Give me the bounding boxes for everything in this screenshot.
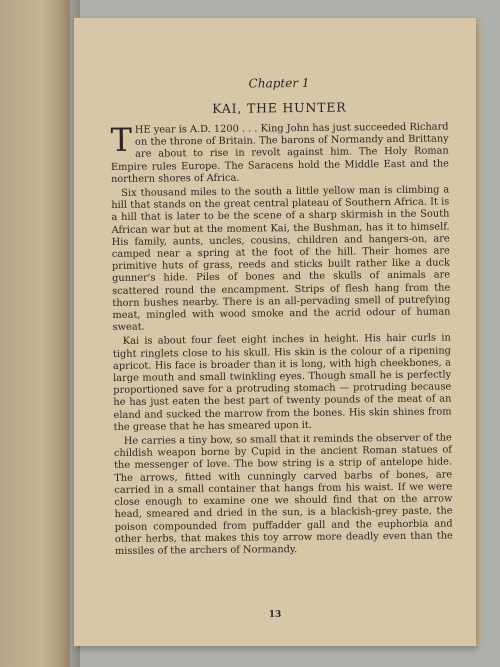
drop-cap: T bbox=[110, 120, 133, 159]
paragraph-3: Kai is about four feet eight inches in height. His hair curls in tight ringlets close to his skull. His skin is the colour of a ripening apricot. His face is broader than it is long, with high cheekbones, a large mouth and small twinkling eyes. Though small he is perfectly proportioned save for a protruding stomach — protruding because he has just eaten the best part of twenty pounds of the meat of an eland and sucked the marrow from the bones. His skin shines from the grease that he has smeared upon it. bbox=[112, 332, 452, 433]
book-page bbox=[74, 18, 476, 646]
chapter-title: KAI, THE HUNTER bbox=[212, 99, 347, 116]
paragraph-1 bbox=[110, 121, 449, 186]
paragraph-4: He carries a tiny bow, so small that it reminds the observer of the childish weapon borne by Cupid in the ancient Roman statues of the messenger of love. The bow string is a strip of antelope hide. The arrows, fitted with cunningly carved barbs of bones, are carried in a small container that hangs from his waist. If we were close enough to examine one we should find that on the arrow head, smeared and dried in the sun, is a blackish-grey paste, the poison compounded from puffadder gall and the euphorbia and other herbs, that makes this toy arrow more deadly even than the missiles of the archers of Normandy. bbox=[113, 432, 453, 557]
page-number: 13 bbox=[268, 610, 282, 620]
paragraph-1-text: HE year is A.D. 1200 . . . King John has just succeeded Richard on the throne of Britain. The barons of Normandy and Brittany are about to rise in revolt against him. The Holy Roman Empire rules Europe. The Saracens hold the Middle East and the northern shores of Africa. bbox=[110, 121, 449, 185]
page-content bbox=[110, 74, 453, 560]
chapter-label: Chapter 1 bbox=[248, 75, 310, 91]
paragraph-2: Six thousand miles to the south a little yellow man is climbing a hill that stands on the great central plateau of Southern Africa. It is a hill that is later to be the scene of a sharp skirmish in the South African war but at the moment Kai, the Bushman, has it to himself. His family, aunts, uncles, cousins, children and hangers-on, are camped near a spring at the foot of the hill. Their homes are primitive huts of grass, reeds and sticks built rather like a duck gunner's hide. Piles of bones and the skulls of animals are scattered round the encampment. Strips of flesh hang from the thorn bushes nearby. There is an all-pervading smell of putrefying meat, mingled with wood smoke and the acrid odour of human sweat. bbox=[111, 184, 451, 334]
